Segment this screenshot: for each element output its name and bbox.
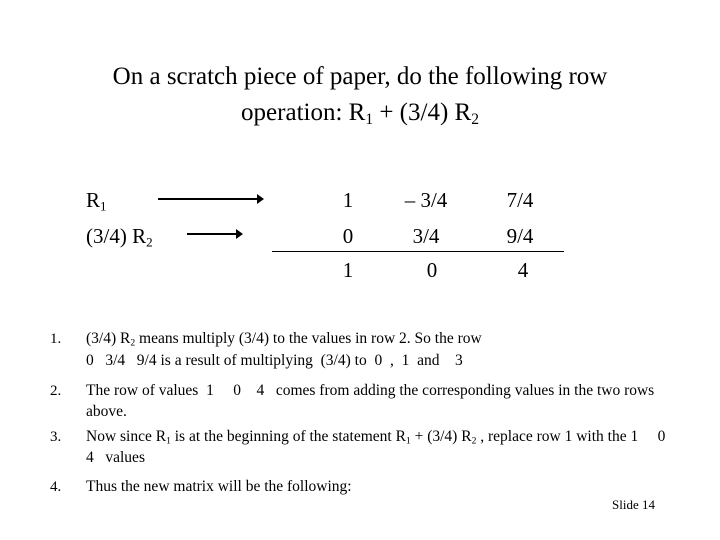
label-r2-text: (3/4) R bbox=[86, 224, 147, 248]
slide-number: Slide 14 bbox=[612, 497, 655, 512]
matrix-r1-c1: 1 bbox=[342, 188, 354, 212]
matrix-r3-c1: 1 bbox=[342, 258, 354, 282]
matrix-r3-c3: 4 bbox=[517, 258, 529, 282]
arrow-right-icon bbox=[187, 233, 237, 235]
label-r1-text: R bbox=[86, 188, 101, 212]
arrow-right-icon bbox=[158, 198, 258, 200]
list-number-4: 4. bbox=[50, 479, 62, 495]
list-item-2: The row of values 1 0 4 comes from adding the corresponding values in the two rows above. bbox=[86, 382, 659, 420]
list-number-1: 1. bbox=[50, 331, 62, 347]
title-text-b: + (3/4) R bbox=[373, 99, 472, 126]
matrix-r2-c2: 3/4 bbox=[412, 224, 440, 248]
title-line-2 bbox=[0, 96, 720, 130]
matrix-r1-c2: – 3/4 bbox=[404, 188, 448, 212]
item1-line2: 0 3/4 9/4 is a result of multiplying (3/4) to 0 , 1 and 3 bbox=[86, 352, 463, 369]
item3-sub-a: 1 bbox=[166, 435, 171, 447]
item3-text-a: Now since R bbox=[86, 428, 167, 445]
list-number-3: 3. bbox=[50, 429, 62, 445]
title-sub-2: 2 bbox=[471, 110, 479, 128]
item3-sub-c: 2 bbox=[471, 435, 477, 447]
item3-text-b: is at the beginning of the statement R bbox=[170, 428, 406, 445]
item3-text-d: , replace row 1 with the 1 0 4 values bbox=[86, 428, 681, 466]
title-line-1: On a scratch piece of paper, do the following row bbox=[112, 63, 608, 90]
label-r1-sub: 1 bbox=[100, 198, 107, 214]
title-sub-1: 1 bbox=[365, 110, 374, 128]
title-text-a: operation: R bbox=[241, 99, 366, 126]
list-item-4: Thus the new matrix will be the following: bbox=[86, 478, 352, 495]
list-item-3 bbox=[86, 426, 681, 468]
matrix-r2-c1: 0 bbox=[342, 224, 354, 248]
matrix-r1-c3: 7/4 bbox=[506, 188, 534, 212]
label-r2 bbox=[86, 224, 153, 249]
label-r1 bbox=[86, 188, 107, 213]
matrix-r2-c3: 9/4 bbox=[506, 224, 534, 248]
item1-text-b: means multiply (3/4) to the values in row 2. So the row bbox=[135, 330, 482, 347]
sum-divider bbox=[272, 251, 564, 252]
label-r2-sub: 2 bbox=[146, 234, 153, 250]
list-number-2: 2. bbox=[50, 383, 62, 399]
item3-sub-b: 1 bbox=[405, 435, 411, 447]
item1-sub: 2 bbox=[130, 337, 136, 349]
matrix-r3-c2: 0 bbox=[426, 258, 438, 282]
item3-text-c: + (3/4) R bbox=[410, 428, 472, 445]
list-item-1 bbox=[86, 328, 666, 372]
item1-text-a: (3/4) R bbox=[86, 330, 131, 347]
